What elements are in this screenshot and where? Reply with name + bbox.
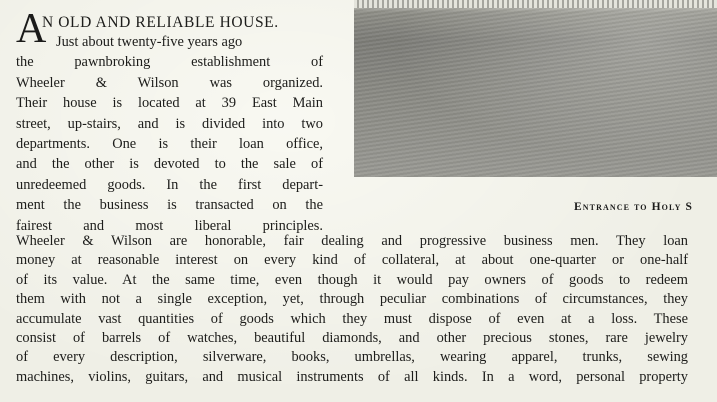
text-line: Their house is located at 39 East Main — [16, 95, 323, 112]
text-line: departments. One is their loan office, — [16, 136, 323, 153]
drop-cap: A — [16, 6, 47, 52]
text-line: street, up-stairs, and is divided into two — [16, 115, 323, 132]
text-line: unredeemed goods. In the first depart- — [16, 176, 323, 193]
text-line: of its value. At the same time, even though it would pay owners of goods to redeem — [16, 271, 688, 288]
text-line: ment the business is transacted on the — [16, 197, 323, 214]
photo-ground-texture — [354, 8, 717, 177]
text-line: fairest and most liberal principles. — [16, 217, 323, 234]
text-line: Just about twenty-five years ago — [56, 34, 243, 50]
heading-text: N OLD AND RELIABLE HOUSE. — [42, 14, 279, 31]
intro-paragraph — [16, 32, 323, 236]
text-line: accumulate vast quantities of goods which they must dispose of even at a loss. These — [16, 310, 688, 327]
text-line: consist of barrels of watches, beautiful diamonds, and other precious stones, rare jewelry — [16, 330, 688, 347]
photo-caption: Entrance to Holy S — [574, 201, 694, 213]
text-line: Wheeler & Wilson are honorable, fair dealing and progressive business men. They loan — [16, 233, 688, 249]
text-line: the pawnbroking establishment of — [16, 54, 323, 71]
text-line: Wheeler & Wilson was organized. — [16, 74, 323, 91]
body-paragraph — [16, 232, 688, 387]
text-line: and the other is devoted to the sale of — [16, 156, 323, 173]
photo-fence-strip — [354, 0, 717, 8]
photograph — [354, 0, 717, 177]
text-line: of every description, silverware, books, umbrellas, wearing apparel, trunks, sewing — [16, 349, 688, 366]
left-column — [16, 6, 323, 236]
text-line: money at reasonable interest on every kind of collateral, at about one-quarter or one-half — [16, 252, 688, 269]
text-line: machines, violins, guitars, and musical instruments of all kinds. In a word, personal property — [16, 368, 688, 385]
text-line: them with not a single exception, yet, through peculiar combinations of circumstances, they — [16, 291, 688, 308]
